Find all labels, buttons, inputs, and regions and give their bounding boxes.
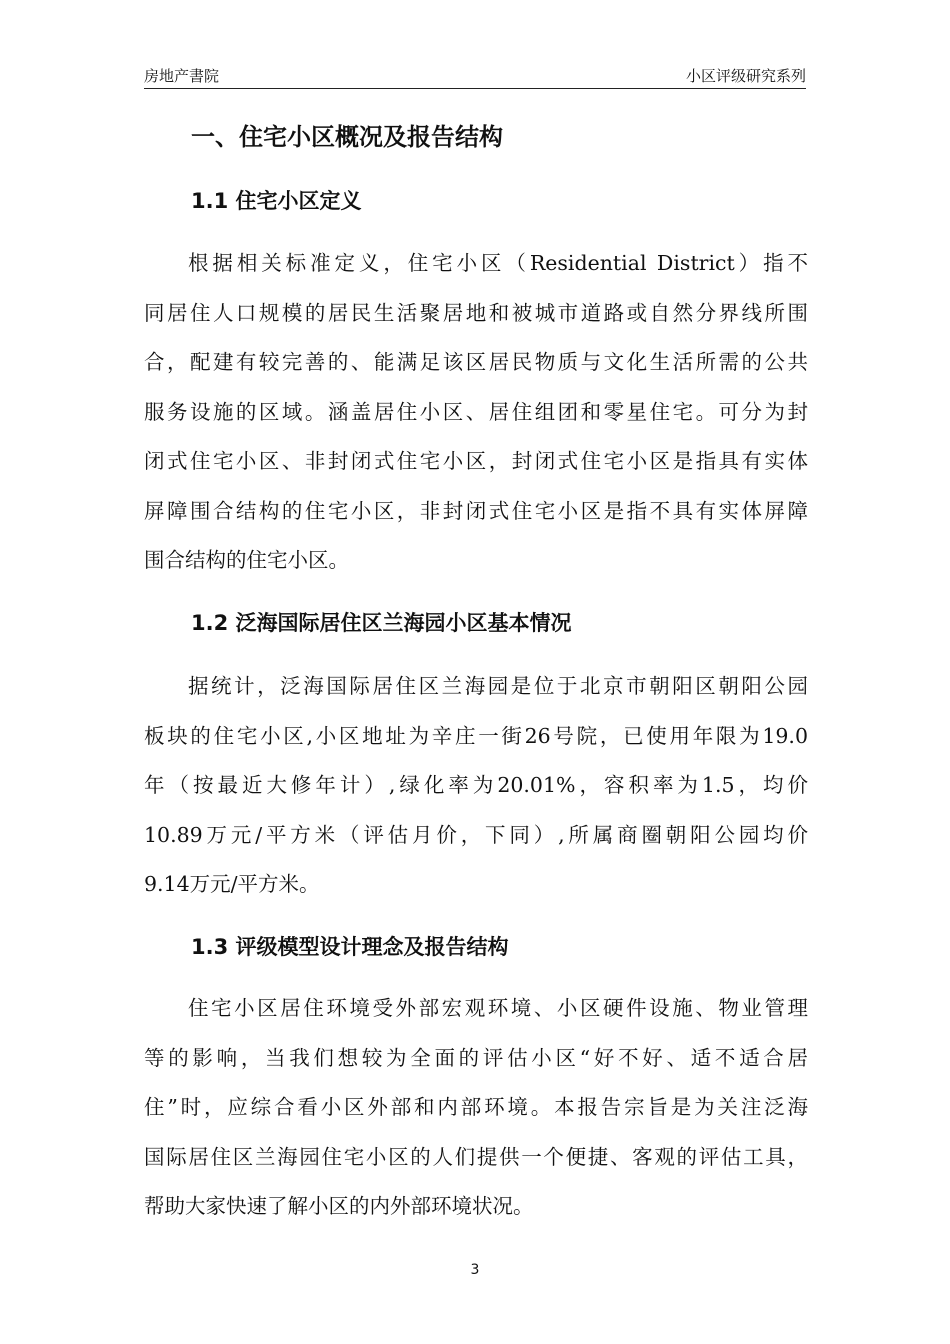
- section-1-1-paragraph: [144, 239, 808, 586]
- paragraph-line: 国际居住区兰海园住宅小区的人们提供一个便捷、客观的评估工具，: [144, 1144, 808, 1169]
- chapter-title: 一、住宅小区概况及报告结构: [191, 123, 503, 151]
- paragraph-line: 屏障围合结构的住宅小区，非封闭式住宅小区是指不具有实体屏障: [144, 498, 808, 523]
- page-header: [144, 66, 806, 89]
- section-title-1-2: 1.2 泛海国际居住区兰海园小区基本情况: [191, 611, 572, 635]
- paragraph-line: 合，配建有较完善的、能满足该区居民物质与文化生活所需的公共: [144, 350, 808, 374]
- section-title-1-1: 1.1 住宅小区定义: [191, 189, 362, 213]
- paragraph-line: 服务设施的区域。涵盖居住小区、居住组团和零星住宅。可分为封: [144, 399, 808, 424]
- paragraph-line: 板块的住宅小区,小区地址为辛庄一街26号院，已使用年限为19.0: [144, 723, 808, 748]
- paragraph-line: 帮助大家快速了解小区的内外部环境状况。: [144, 1194, 534, 1218]
- paragraph-line: 9.14万元/平方米。: [144, 872, 320, 896]
- header-publisher: 房地产書院: [144, 67, 220, 85]
- page-number: 3: [470, 1262, 480, 1278]
- section-1-2-paragraph: [144, 662, 808, 910]
- paragraph-line: 据统计，泛海国际居住区兰海园是位于北京市朝阳区朝阳公园: [188, 674, 808, 698]
- paragraph-line: 住”时，应综合看小区外部和内部环境。本报告宗旨是为关注泛海: [144, 1095, 808, 1119]
- header-series-title: 小区评级研究系列: [685, 67, 806, 85]
- paragraph-line: 住宅小区居住环境受外部宏观环境、小区硬件设施、物业管理: [188, 996, 808, 1020]
- paragraph-line: 同居住人口规模的居民生活聚居地和被城市道路或自然分界线所围: [144, 300, 808, 325]
- section-1-3-paragraph: [144, 984, 808, 1232]
- paragraph-line: 围合结构的住宅小区。: [144, 548, 349, 572]
- section-title-1-3: 1.3 评级模型设计理念及报告结构: [191, 935, 509, 959]
- paragraph-line: 闭式住宅小区、非封闭式住宅小区，封闭式住宅小区是指具有实体: [144, 449, 808, 473]
- paragraph-line: 年（按最近大修年计）,绿化率为20.01%，容积率为1.5，均价: [144, 773, 808, 797]
- paragraph-line: 等的影响，当我们想较为全面的评估小区“好不好、适不适合居: [144, 1045, 808, 1070]
- paragraph-line: 10.89万元/平方米（评估月价，下同）,所属商圈朝阳公园均价: [144, 822, 808, 847]
- paragraph-line: 根据相关标准定义，住宅小区（Residential District）指不: [188, 251, 808, 275]
